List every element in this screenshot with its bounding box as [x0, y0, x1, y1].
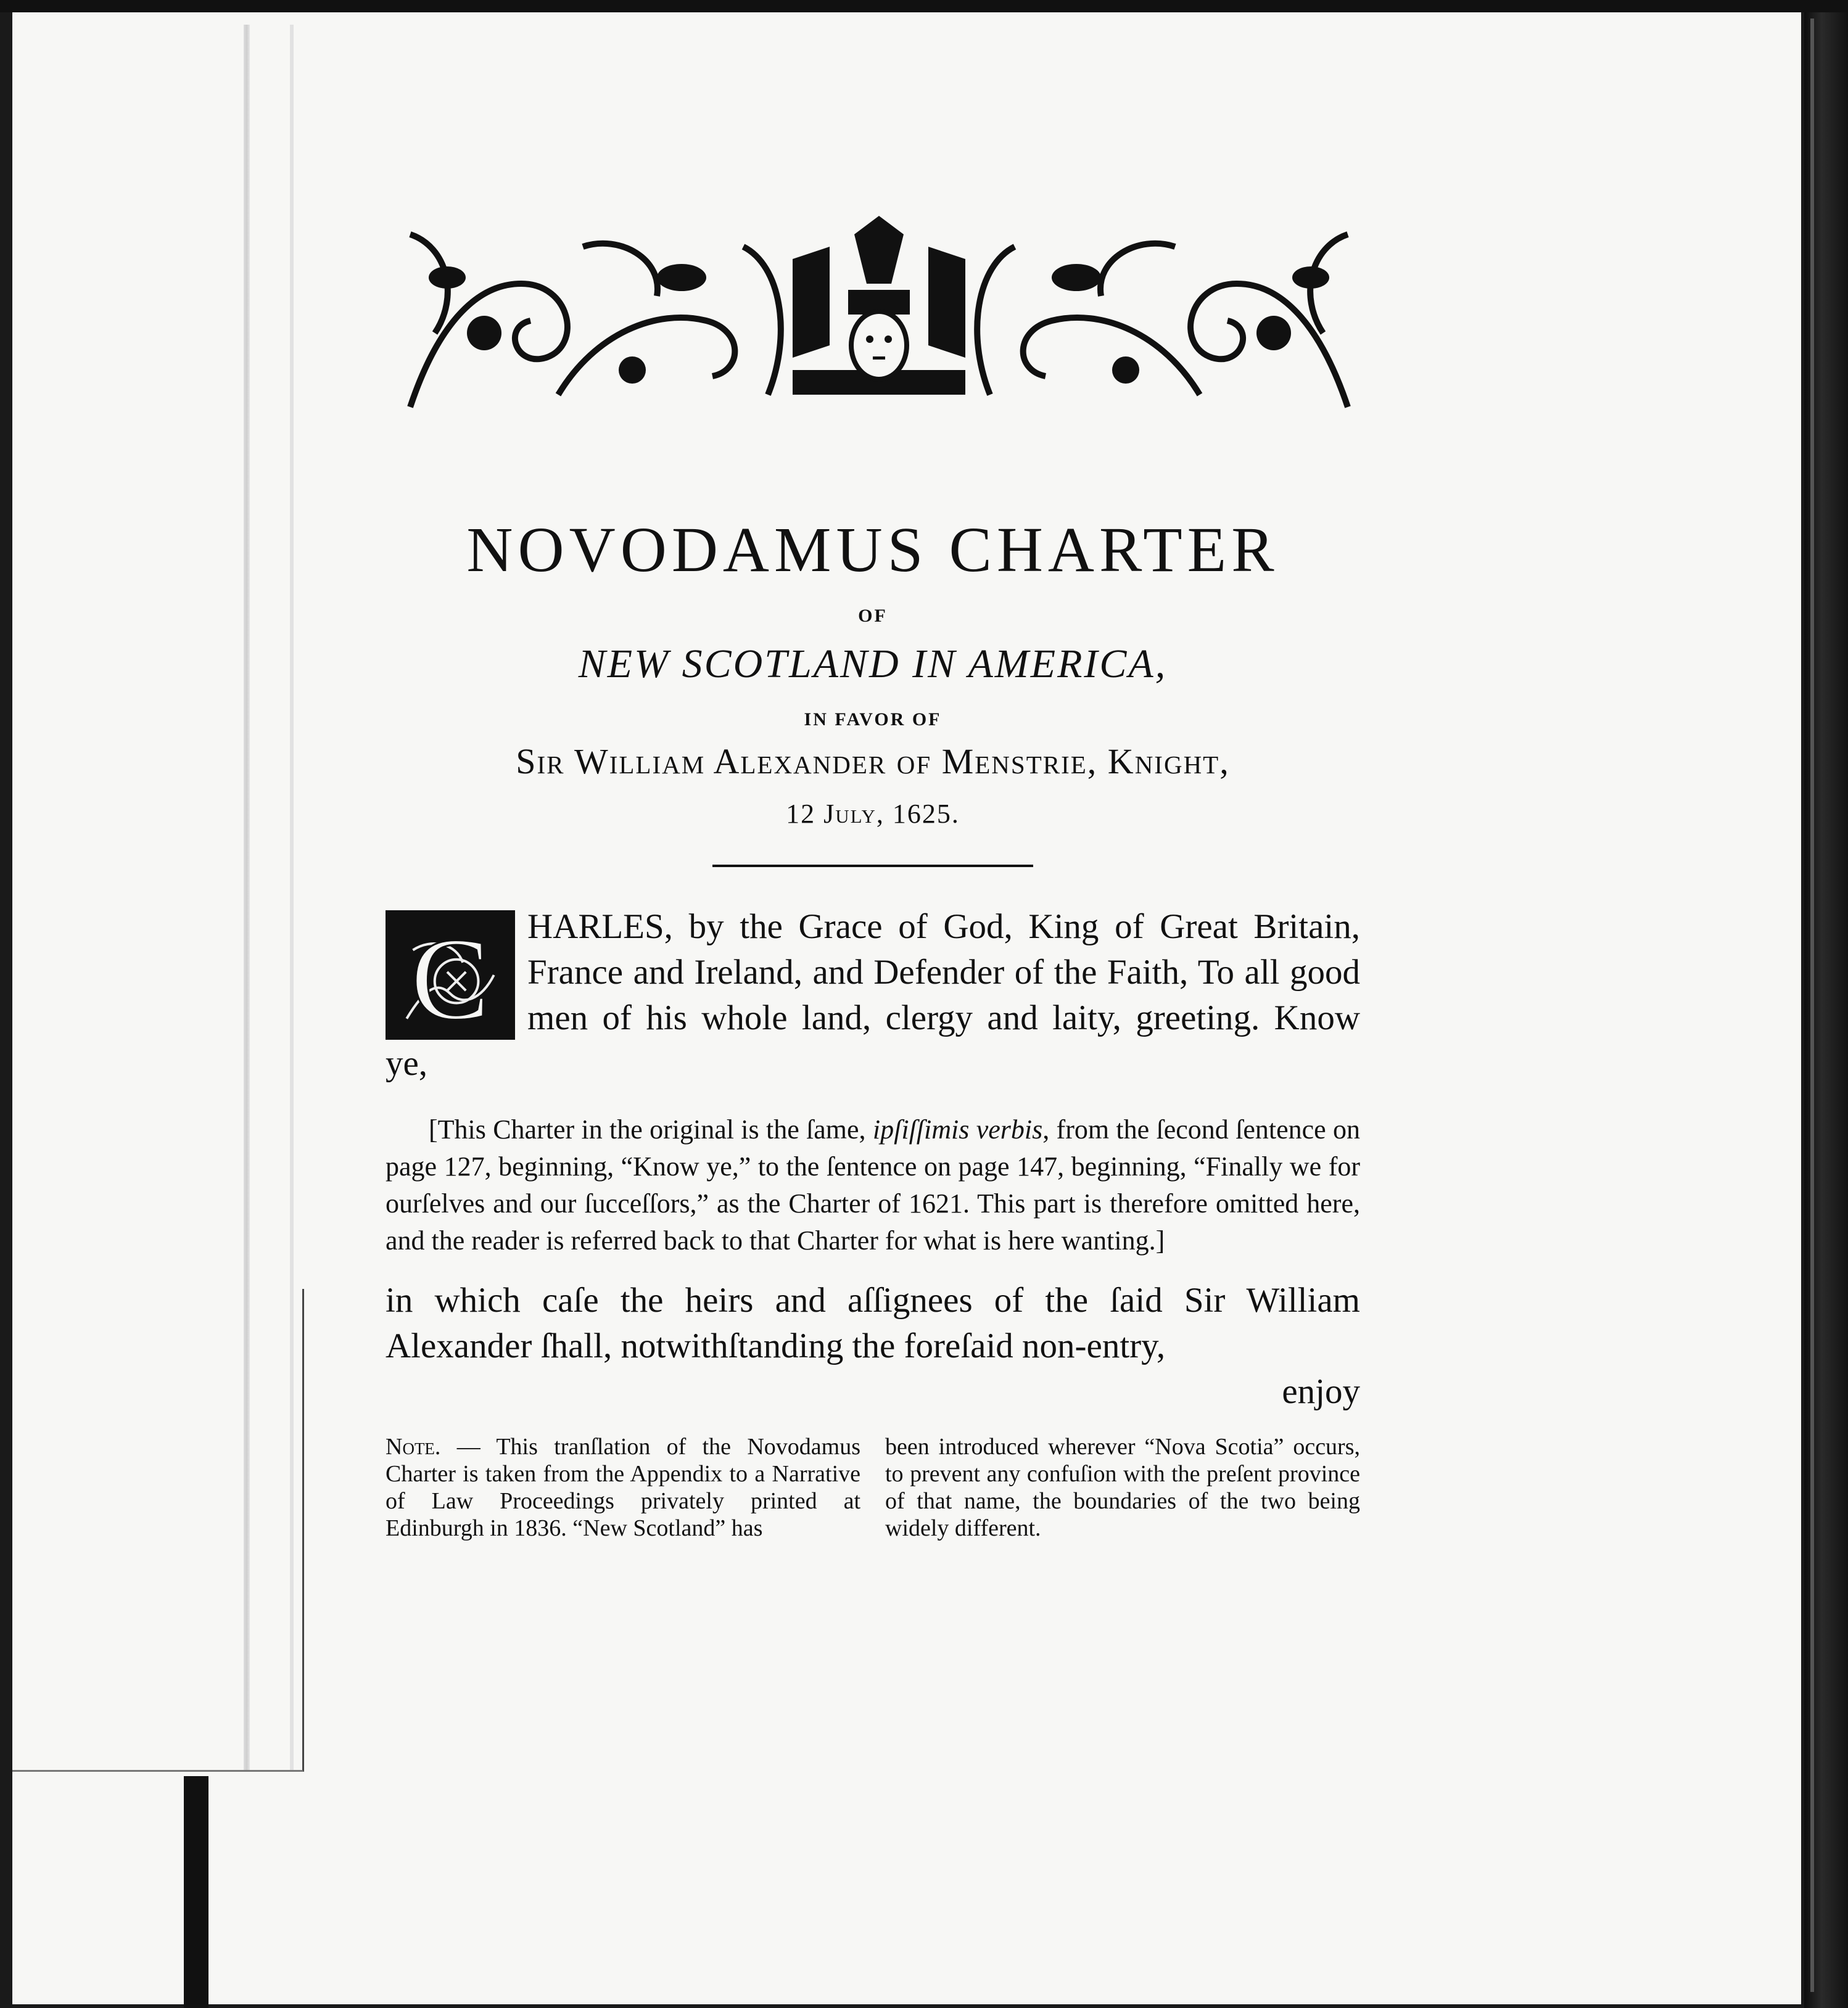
continuation-paragraph: in which caſe the heirs and aſſignees of the ſaid Sir William Alexander ſhall, notwithſtanding the foreſaid non-entry, [386, 1281, 1360, 1365]
spine-highlight [1810, 19, 1814, 1992]
title-divider [712, 865, 1033, 867]
drop-cap-initial [386, 910, 515, 1040]
opening-text: HARLES, by the Grace of God, King of Great Britain, France and Ireland, and Defender of the Faith, To all good men of his whole land, clergy and laity, greeting. Know ye, [386, 907, 1360, 1083]
page-content [386, 210, 1360, 1542]
footnote-text-left: — This tranſlation of the Novodamus Charter is taken from the Appendix to a Narrative of Law Proceedings privately printed at Edinburgh in 1836. “New Scotland” has [386, 1434, 860, 1541]
scan-border-top [0, 0, 1848, 12]
of-label: OF [858, 606, 888, 626]
editorial-note-end: , from the ſecond ſentence on page 127, beginning, “Know ye,” to the ſentence on page 147, beginning, “Finally we for ourſelves and our ſucceſſors,” as the Charter of 1621. This part is therefore omitted here, and the reader is referred back to that Charter for what is here wanting.] [386, 1114, 1360, 1256]
footnote-column-left [386, 1433, 860, 1542]
charter-recipient: Sir William Alexander of Menstrie, Knight, [516, 741, 1230, 781]
ornamental-headpiece [398, 210, 1360, 438]
footnote-lead: Note. [386, 1434, 441, 1460]
document-title: NOVODAMUS CHARTER [466, 514, 1279, 585]
torn-paper-edge [12, 1289, 304, 1772]
binding-strip [184, 1776, 208, 2008]
editorial-note-start: [This Charter in the original is the ſame, [429, 1114, 873, 1145]
document-subtitle: NEW SCOTLAND IN AMERICA, [578, 641, 1168, 686]
editorial-note-latin: ipſiſſimis verbis [872, 1114, 1043, 1145]
footnote [386, 1433, 1360, 1542]
charter-date: 12 July, 1625. [786, 799, 960, 829]
footnote-column-right: been introduced wherever “Nova Scotia” occurs, to prevent any confuſion with the preſent province of that name, the boundaries of the two being widely different. [885, 1434, 1360, 1541]
in-favor-label: IN FAVOR OF [804, 709, 942, 730]
floral-drop-cap-icon [388, 913, 513, 1037]
opening-paragraph [386, 904, 1360, 1087]
drop-cap-letter: C [411, 913, 490, 1037]
catchword: enjoy [1282, 1372, 1360, 1411]
editorial-note [386, 1111, 1360, 1259]
